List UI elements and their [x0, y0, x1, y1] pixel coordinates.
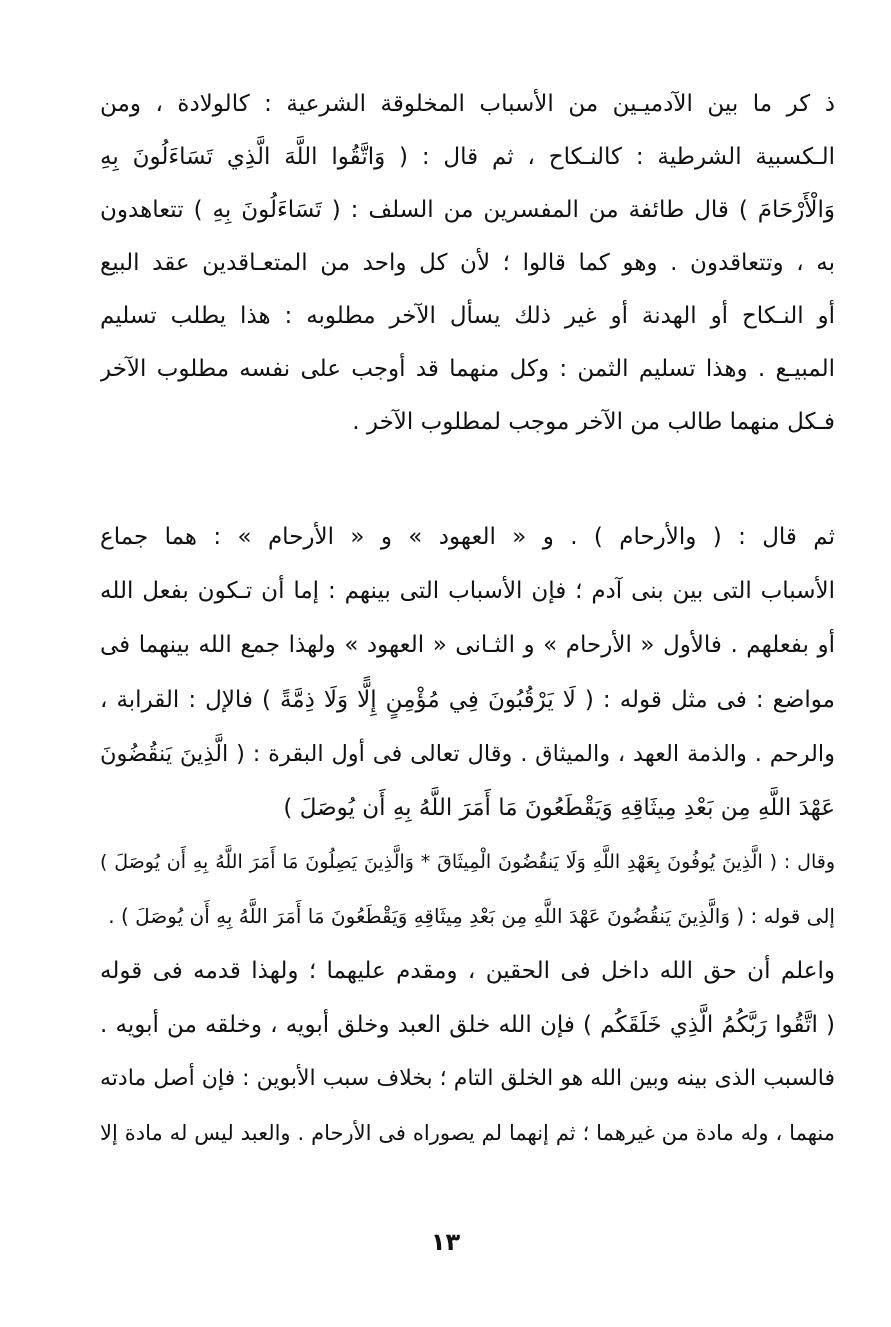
- text-line: به ، وتتعاقدون . وهو كما قالوا ؛ لأن كل واحد من المتعـاقدين عقد البيع: [100, 250, 835, 276]
- text-line: والرحم . والذمة العهد ، والميثاق . وقال تعالى فى أول البقرة : ( الَّذِينَ يَنقُضُونَ: [100, 740, 835, 767]
- text-line: مواضع : فى مثل قوله : ( لَا يَرْقُبُونَ فِي مُؤْمِنٍ إِلًّا وَلَا ذِمَّةً ) فالإل : القرابة ،: [100, 686, 835, 713]
- text-line: المبيـع . وهذا تسليم الثمن : وكل منهما قد أوجب على نفسه مطلوب الآخر: [100, 356, 835, 382]
- text-line: وَالْأَرْحَامَ ) قال طائفة من المفسرين من السلف : ( تَسَاءَلُونَ بِهِ ) تتعاهدون: [100, 197, 835, 223]
- text-line: فـكل منهما طالب من الآخر موجب لمطلوب الآخر .: [352, 409, 835, 435]
- text-line: أو النـكاح أو الهدنة أو غير ذلك يسأل الآخر مطلوبه : هذا يطلب تسليم: [100, 303, 835, 329]
- text-line: منهما ، وله مادة من غيرهما ؛ ثم إنهما لم يصوراه فى الأرحام . والعبد ليس له مادة إلا: [100, 1121, 835, 1146]
- paragraph-1: [100, 78, 835, 449]
- text-line: ذ كر ما بين الآدميـين من الأسباب المخلوقة الشرعية : كالولادة ، ومن: [100, 91, 835, 117]
- text-line: فالسبب الذى بينه وبين الله هو الخلق التام ؛ بخلاف سبب الأبوين : فإن أصل مادته: [100, 1065, 835, 1091]
- text-line: ثم قال : ( والأرحام ) . و « العهود » و « الأرحام » : هما جماع: [100, 524, 835, 550]
- text-line: وقال : ( الَّذِينَ يُوفُونَ بِعَهْدِ اللَّهِ وَلَا يَنقُضُونَ الْمِيثَاقَ * وَالَّذِينَ يَصِلُونَ مَا أَمَرَ اللَّهُ بِهِ أَن يُوصَلَ ): [100, 851, 835, 874]
- text-line: ( اتَّقُوا رَبَّكُمُ الَّذِي خَلَقَكُم ) فإن الله خلق العبد وخلق أبويه ، وخلقه من أبويه .: [100, 1011, 835, 1038]
- text-line: إلى قوله : ( وَالَّذِينَ يَنقُضُونَ عَهْدَ اللَّهِ مِن بَعْدِ مِيثَاقِهِ وَيَقْطَعُونَ مَا أَمَرَ اللَّهُ بِهِ أَن يُوصَلَ ) .: [108, 904, 835, 929]
- paragraph-2: [100, 510, 835, 1160]
- text-line: الـكسبية الشرطية : كالنـكاح ، ثم قال : ( وَاتَّقُوا اللَّهَ الَّذِي تَسَاءَلُونَ بِهِ: [100, 144, 835, 170]
- page-number: ١٣: [430, 1228, 461, 1256]
- text-line: عَهْدَ اللَّهِ مِن بَعْدِ مِيثَاقِهِ وَيَقْطَعُونَ مَا أَمَرَ اللَّهُ بِهِ أَن يُوصَلَ ): [283, 794, 835, 821]
- text-line: الأسباب التى بين بنى آدم ؛ فإن الأسباب التى بينهم : إما أن تـكون بفعل الله: [100, 578, 835, 605]
- text-line: واعلم أن حق الله داخل فى الحقين ، ومقدم عليهما ؛ ولهذا قدمه فى قوله: [100, 957, 835, 984]
- text-line: أو بفعلهم . فالأول « الأرحام » و الثـانى « العهود » ولهذا جمع الله بينهما فى: [100, 632, 835, 659]
